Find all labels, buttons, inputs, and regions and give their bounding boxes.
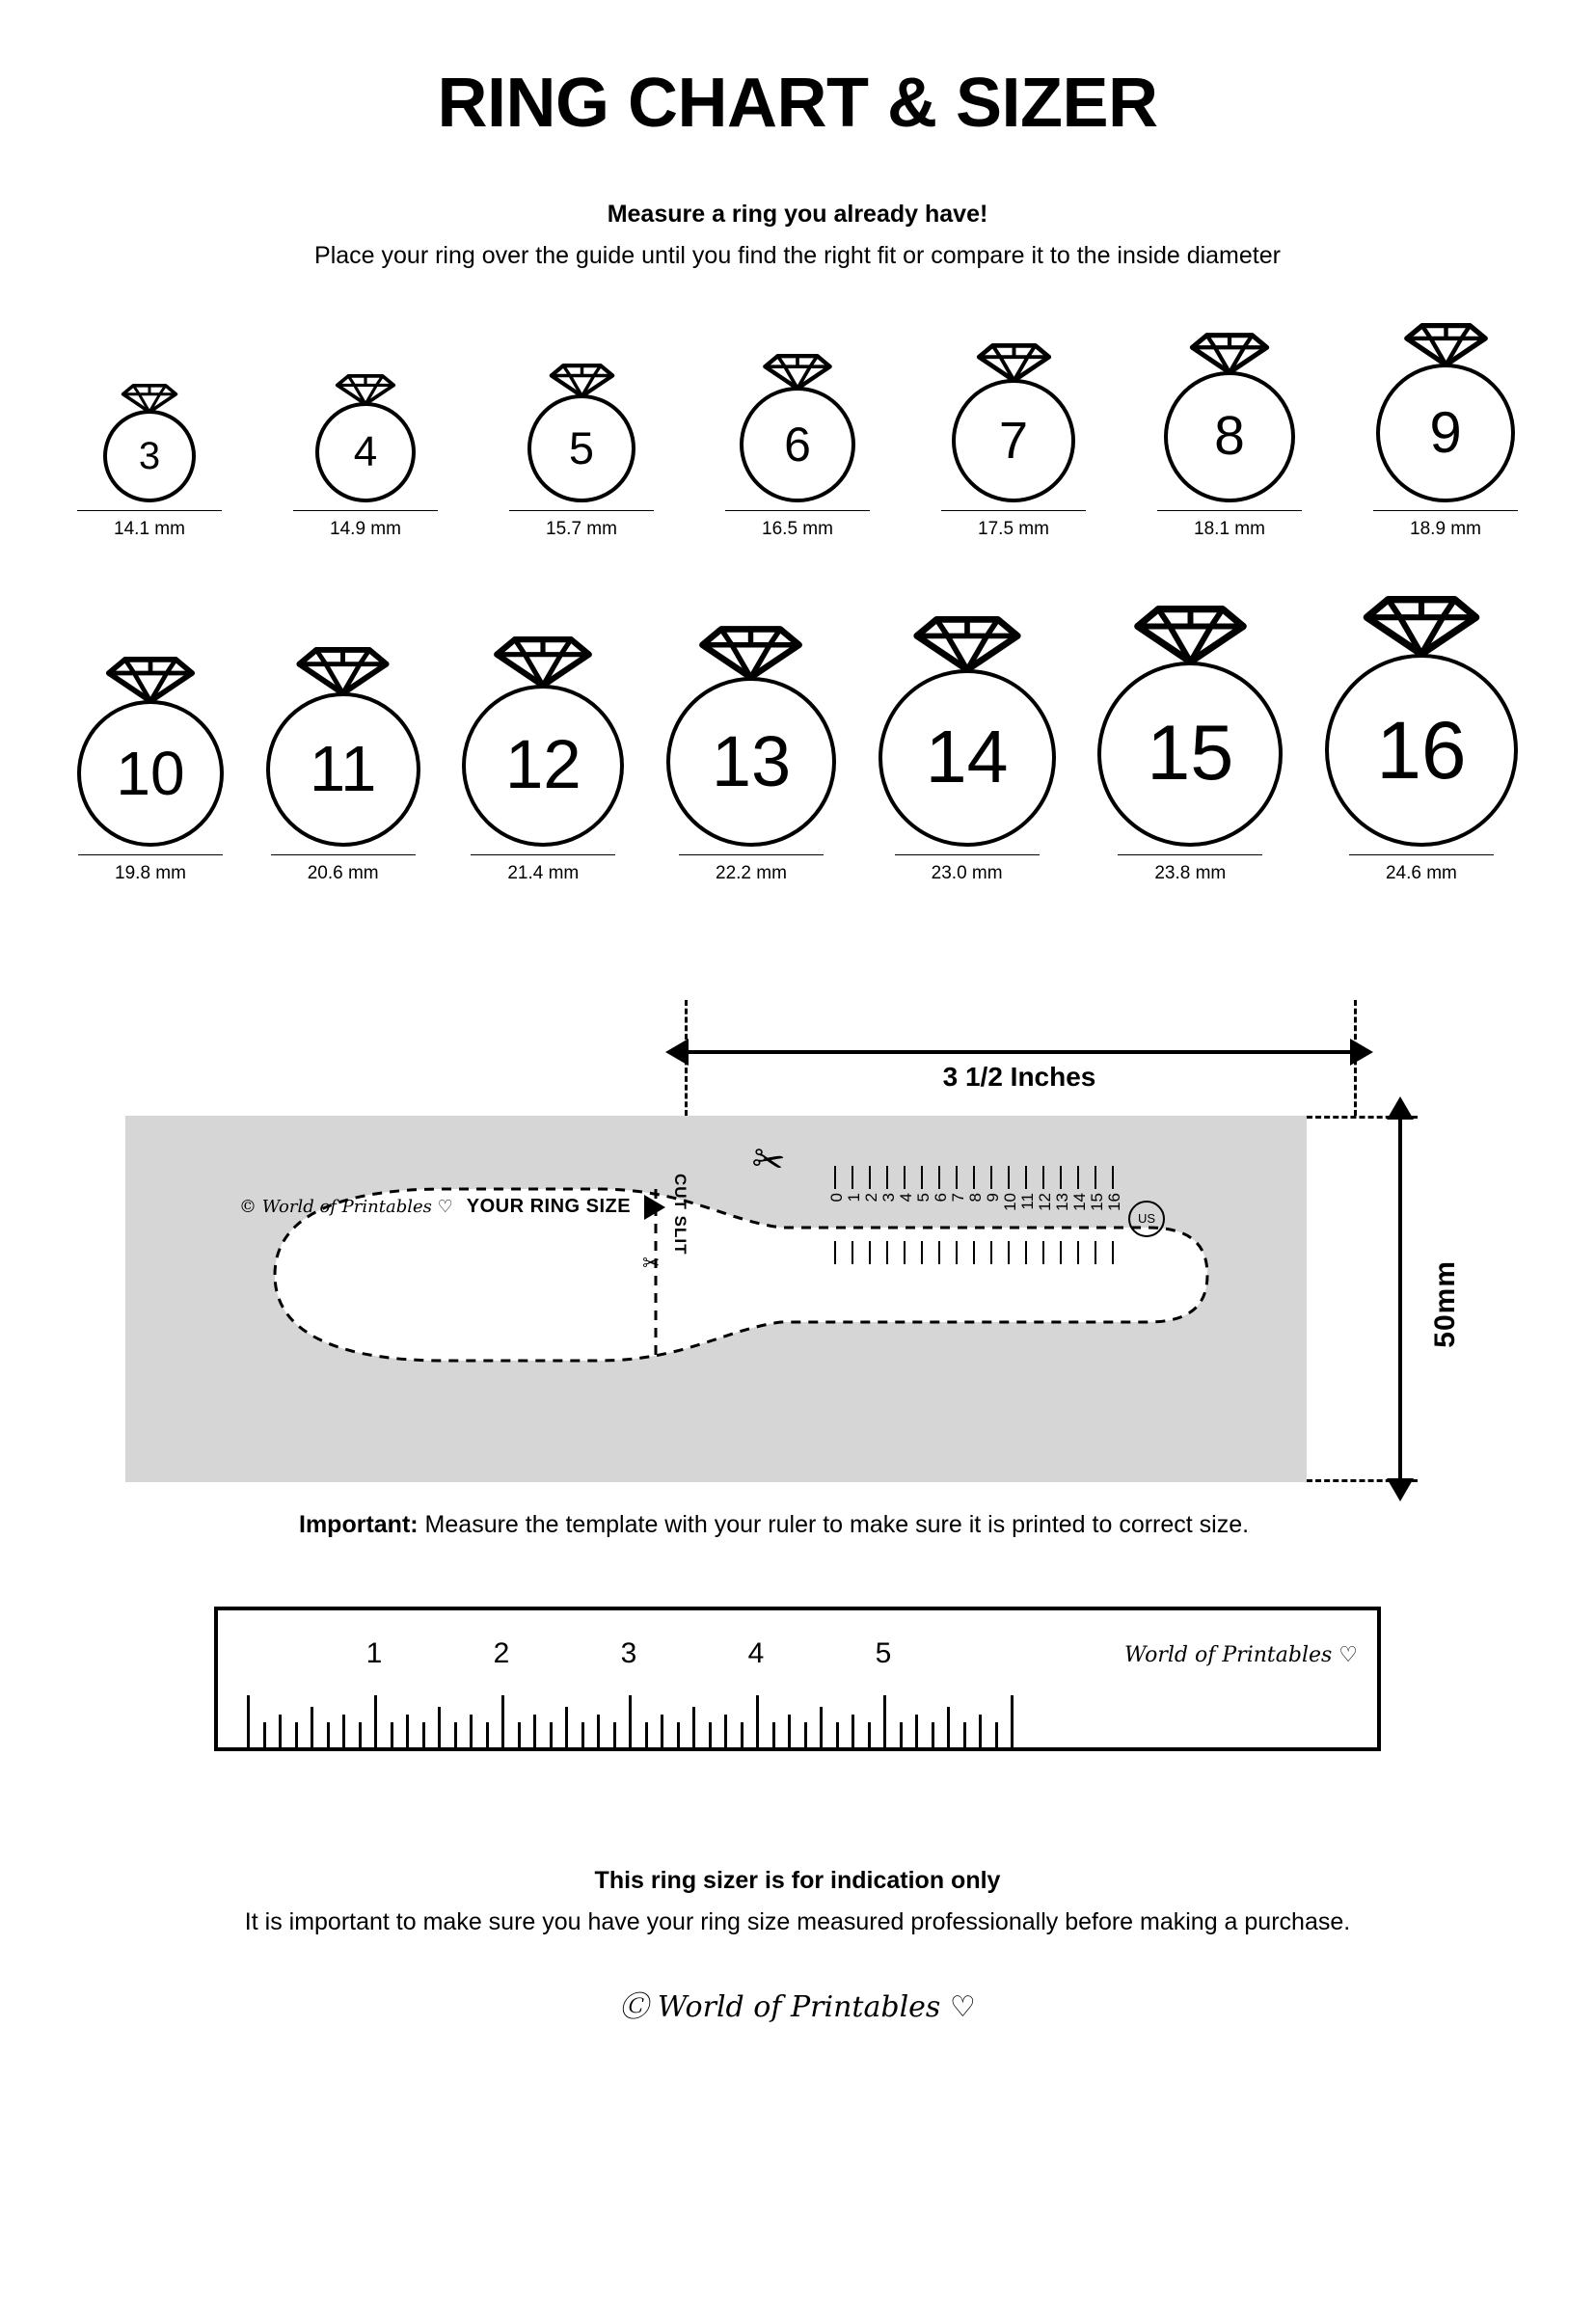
tick-mark	[834, 1241, 836, 1264]
ruler-tick	[391, 1722, 393, 1747]
ring-size-number: 13	[711, 720, 792, 801]
ruler-tick	[518, 1722, 521, 1747]
ruler-tick	[565, 1707, 568, 1747]
ruler-tick	[263, 1722, 266, 1747]
ruler-tick	[1011, 1695, 1014, 1747]
ring-size-cell	[462, 636, 624, 884]
tick-mark	[1077, 1166, 1079, 1189]
ruler-number: 2	[493, 1636, 510, 1669]
important-bold: Important:	[299, 1510, 419, 1538]
tick-mark	[1112, 1166, 1114, 1189]
tick-number: 6	[932, 1192, 950, 1203]
strip-brand: © World of Printables ♡	[239, 1197, 453, 1218]
ring-illustration	[462, 636, 624, 847]
tick-number: 15	[1088, 1192, 1106, 1211]
diamond-icon	[762, 354, 833, 391]
ring-illustration	[1097, 606, 1283, 847]
ruler-tick	[327, 1722, 330, 1747]
ruler-tick	[247, 1695, 250, 1747]
ruler-tick	[295, 1722, 298, 1747]
size-tick-scale	[827, 1166, 1152, 1282]
ruler-tick	[788, 1715, 791, 1747]
ruler-tick	[963, 1722, 966, 1747]
measure-underline	[725, 510, 870, 511]
tick-mark	[1025, 1166, 1027, 1189]
ruler-tick	[645, 1722, 648, 1747]
ring-illustration	[1164, 333, 1295, 502]
ring-size-number: 10	[116, 738, 185, 808]
ruler-number: 1	[365, 1636, 383, 1669]
ring-band	[462, 685, 624, 847]
tick-mark	[990, 1166, 992, 1189]
ring-size-number: 3	[138, 434, 161, 477]
ring-band	[103, 410, 196, 502]
tick-number: 2	[862, 1192, 880, 1203]
ruler-number: 5	[875, 1636, 892, 1669]
tick-number: 5	[914, 1192, 933, 1203]
measure-underline	[1157, 510, 1302, 511]
ring-diameter-label: 17.5 mm	[978, 518, 1049, 539]
ruler-tick	[836, 1722, 839, 1747]
ring-size-number: 9	[1429, 399, 1462, 465]
width-dimension	[174, 1000, 1421, 1116]
tick-number: 14	[1070, 1192, 1089, 1211]
ruler-tick	[883, 1695, 886, 1747]
tick-mark	[886, 1166, 888, 1189]
ruler-tick	[629, 1695, 632, 1747]
ring-band	[879, 669, 1056, 847]
intro-heading: Measure a ring you already have!	[607, 200, 988, 228]
ruler-tick	[677, 1722, 680, 1747]
ruler-tick	[915, 1715, 918, 1747]
diamond-icon	[493, 636, 593, 689]
tick-mark	[869, 1166, 871, 1189]
ring-size-cell	[293, 374, 438, 540]
tick-mark	[1042, 1166, 1044, 1189]
tick-mark	[1060, 1241, 1062, 1264]
ring-diameter-label: 20.6 mm	[307, 862, 379, 883]
ring-illustration	[1376, 323, 1515, 502]
measure-underline	[1349, 854, 1494, 855]
ring-band	[1164, 371, 1295, 502]
tick-mark	[1042, 1241, 1044, 1264]
inch-ruler	[214, 1607, 1381, 1751]
ring-size-cell	[1097, 606, 1283, 884]
tick-mark	[938, 1166, 940, 1189]
ruler-tick	[661, 1715, 663, 1747]
tick-number: 7	[949, 1192, 967, 1203]
ring-guide	[0, 323, 1595, 884]
measure-underline	[679, 854, 824, 855]
ring-illustration	[666, 626, 836, 847]
ruler-brand: World of Printables ♡	[1124, 1642, 1358, 1667]
diamond-icon	[912, 616, 1022, 673]
tick-mark	[904, 1166, 906, 1189]
ring-diameter-label: 23.8 mm	[1154, 862, 1227, 883]
tick-mark	[852, 1166, 853, 1189]
ruler-number: 4	[747, 1636, 765, 1669]
ring-size-cell	[1373, 323, 1518, 540]
ring-size-number: 15	[1147, 710, 1234, 797]
ruler-tick	[995, 1722, 998, 1747]
tick-number: 0	[827, 1192, 846, 1203]
tick-mark	[973, 1241, 975, 1264]
ruler-tick	[709, 1722, 712, 1747]
ruler-tick	[900, 1722, 903, 1747]
ruler-tick	[406, 1715, 409, 1747]
ring-diameter-label: 18.1 mm	[1194, 518, 1265, 539]
measure-underline	[471, 854, 615, 855]
ring-size-cell	[1325, 596, 1518, 884]
tick-mark	[1025, 1241, 1027, 1264]
ring-size-number: 8	[1214, 405, 1245, 468]
ruler-tick	[374, 1695, 377, 1747]
tick-mark	[921, 1241, 923, 1264]
ruler-tick	[342, 1715, 345, 1747]
tick-mark	[990, 1241, 992, 1264]
measure-underline	[78, 854, 223, 855]
tick-number: 10	[1001, 1192, 1019, 1211]
ruler-tick	[438, 1707, 441, 1747]
sizer-template-section	[0, 1000, 1595, 1539]
ruler-tick	[947, 1707, 950, 1747]
ring-band	[1325, 654, 1518, 847]
ruler-tick	[852, 1715, 854, 1747]
ring-illustration	[103, 384, 196, 502]
diamond-icon	[1403, 323, 1489, 367]
ring-illustration	[1325, 596, 1518, 847]
measure-underline	[1373, 510, 1518, 511]
ring-size-cell	[941, 343, 1086, 540]
ruler-tick	[597, 1715, 600, 1747]
tick-number: 3	[879, 1192, 898, 1203]
ring-size-number: 12	[504, 727, 581, 804]
ring-band	[952, 379, 1075, 502]
ring-diameter-label: 24.6 mm	[1385, 862, 1457, 883]
ring-band	[1097, 662, 1283, 847]
ring-diameter-label: 16.5 mm	[762, 518, 833, 539]
ruler-tick	[741, 1722, 743, 1747]
ring-diameter-label: 18.9 mm	[1410, 518, 1481, 539]
ruler-tick	[311, 1707, 313, 1747]
footer-brand: Ⓒ World of Printables ♡	[619, 1989, 976, 2024]
ruler-tick	[692, 1707, 695, 1747]
tick-number: 16	[1105, 1192, 1123, 1211]
diamond-icon	[698, 626, 803, 681]
tick-mark	[1008, 1166, 1010, 1189]
tick-number: 8	[966, 1192, 985, 1203]
ruler-tick	[550, 1722, 553, 1747]
tick-mark	[886, 1241, 888, 1264]
tick-mark	[904, 1241, 906, 1264]
measure-underline	[77, 510, 222, 511]
ring-size-cell	[666, 626, 836, 884]
ring-illustration	[952, 343, 1075, 502]
ruler-tick	[772, 1722, 775, 1747]
ruler-tick	[422, 1722, 425, 1747]
tick-mark	[973, 1166, 975, 1189]
intro-subtext: Place your ring over the guide until you find the right fit or compare it to the inside diameter	[314, 241, 1281, 269]
diamond-icon	[335, 374, 396, 406]
footer-note	[0, 1867, 1595, 1936]
measure-underline	[293, 510, 438, 511]
ring-size-number: 4	[353, 427, 378, 475]
us-badge: US	[1128, 1201, 1165, 1237]
ring-size-cell	[1157, 333, 1302, 540]
ring-band	[740, 387, 855, 502]
ring-illustration	[527, 364, 635, 502]
cut-slit-label: CUT SLIT	[671, 1173, 689, 1256]
ring-diameter-label: 23.0 mm	[931, 862, 1003, 883]
ring-band	[1376, 364, 1515, 502]
ruler-tick	[533, 1715, 536, 1747]
diamond-icon	[121, 384, 178, 414]
scissors-icon: ✂	[747, 1136, 789, 1185]
measure-underline	[271, 854, 416, 855]
ruler-tick	[486, 1722, 489, 1747]
arrow-right-icon	[644, 1195, 665, 1220]
diamond-icon	[1133, 606, 1248, 665]
important-text: Measure the template with your ruler to make sure it is printed to correct size.	[418, 1510, 1250, 1538]
tick-mark	[834, 1166, 836, 1189]
ruler-tick	[932, 1722, 934, 1747]
diamond-icon	[105, 657, 196, 704]
ruler-tick	[868, 1722, 871, 1747]
ring-diameter-label: 14.9 mm	[330, 518, 401, 539]
ring-band	[666, 677, 836, 847]
diamond-icon	[976, 343, 1052, 383]
tick-number: 1	[845, 1192, 863, 1203]
important-note	[174, 1511, 1421, 1539]
tick-mark	[1008, 1241, 1010, 1264]
measure-underline	[895, 854, 1040, 855]
ring-row-sizes-3-9	[77, 323, 1518, 540]
ring-illustration	[879, 616, 1056, 847]
diamond-icon	[1189, 333, 1270, 375]
ring-size-number: 16	[1376, 704, 1467, 796]
ruler-tick	[756, 1695, 759, 1747]
tick-mark	[1112, 1241, 1114, 1264]
strip-label-text: YOUR RING SIZE	[466, 1196, 632, 1218]
ring-size-cell	[509, 364, 654, 540]
ring-illustration	[77, 657, 224, 847]
width-arrow-icon	[685, 1050, 1354, 1054]
ring-band	[315, 402, 416, 502]
intro-block	[0, 201, 1595, 270]
tick-mark	[1095, 1166, 1096, 1189]
ring-illustration	[740, 354, 855, 502]
tick-mark	[1077, 1241, 1079, 1264]
tick-mark	[921, 1166, 923, 1189]
tick-number: 9	[984, 1192, 1002, 1203]
ruler-tick	[581, 1722, 584, 1747]
tick-mark	[938, 1241, 940, 1264]
ruler-tick	[613, 1722, 616, 1747]
ring-diameter-label: 22.2 mm	[716, 862, 787, 883]
tick-mark	[852, 1241, 853, 1264]
measure-underline	[509, 510, 654, 511]
ruler-number: 3	[620, 1636, 637, 1669]
ring-size-number: 11	[309, 733, 377, 806]
ring-size-cell	[725, 354, 870, 540]
scissors-icon-small: ✂	[642, 1250, 661, 1275]
ring-size-number: 14	[925, 716, 1009, 799]
ring-size-number: 5	[568, 422, 595, 474]
tick-number: 11	[1018, 1192, 1037, 1210]
tick-number: 12	[1036, 1192, 1054, 1211]
strip-instruction	[239, 1195, 665, 1220]
tick-mark	[956, 1241, 958, 1264]
ring-band	[527, 394, 635, 502]
ring-diameter-label: 15.7 mm	[546, 518, 617, 539]
tick-mark	[1095, 1241, 1096, 1264]
diamond-icon	[1362, 596, 1481, 658]
ring-band	[266, 692, 420, 847]
ruler-tick	[501, 1695, 504, 1747]
height-arrow-icon	[1398, 1116, 1402, 1482]
ruler-tick	[979, 1715, 982, 1747]
width-label: 3 1/2 Inches	[942, 1061, 1096, 1092]
diamond-icon	[549, 364, 615, 398]
ring-illustration	[315, 374, 416, 502]
ruler-tick	[454, 1722, 457, 1747]
footer-heading: This ring sizer is for indication only	[594, 1866, 1001, 1894]
ruler-tick	[470, 1715, 473, 1747]
ring-size-cell	[77, 657, 224, 884]
tick-mark	[869, 1241, 871, 1264]
tick-number: 4	[897, 1192, 915, 1203]
ruler-tick	[804, 1722, 807, 1747]
ring-diameter-label: 21.4 mm	[507, 862, 580, 883]
page-title: RING CHART & SIZER	[437, 65, 1158, 142]
tick-number: 13	[1053, 1192, 1071, 1211]
ring-size-number: 6	[784, 417, 811, 472]
footer-subtext: It is important to make sure you have your ring size measured professionally before making a purchase.	[244, 1907, 1351, 1935]
ruler-tick	[724, 1715, 727, 1747]
ring-diameter-label: 14.1 mm	[114, 518, 185, 539]
ring-size-number: 7	[998, 411, 1029, 470]
ring-size-cell	[266, 647, 420, 884]
ring-diameter-label: 19.8 mm	[115, 862, 186, 883]
tick-mark	[956, 1166, 958, 1189]
ruler-tick	[359, 1722, 362, 1747]
height-label: 50mm	[1429, 1259, 1461, 1348]
ring-size-cell	[879, 616, 1056, 884]
ring-illustration	[266, 647, 420, 847]
ring-size-cell	[77, 384, 222, 540]
diamond-icon	[295, 647, 391, 696]
measure-underline	[1118, 854, 1262, 855]
ruler-tick	[820, 1707, 823, 1747]
sizer-template-box	[125, 1116, 1461, 1482]
ring-row-sizes-10-16	[77, 596, 1518, 884]
measure-underline	[941, 510, 1086, 511]
ruler-tick	[279, 1715, 282, 1747]
ring-band	[77, 700, 224, 847]
tick-mark	[1060, 1166, 1062, 1189]
